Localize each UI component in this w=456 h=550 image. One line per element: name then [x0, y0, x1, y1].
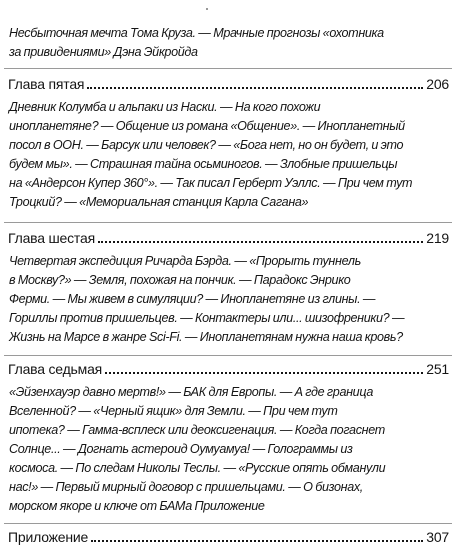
description-line: «Эйзенхауэр давно мертв!» — БАК для Европы. — А где граница — [9, 385, 373, 399]
page-number: 206 — [426, 76, 449, 92]
toc-entry-chapter-5[interactable] — [8, 74, 449, 94]
chapter-6-description — [9, 252, 449, 347]
dot-leader — [87, 83, 423, 89]
chapter-title: Глава седьмая — [8, 361, 103, 377]
page-number: 307 — [426, 529, 449, 545]
description-line: космоса. — По следам Николы Теслы. — «Русские опять обманули — [9, 461, 386, 475]
description-line: в Москву?» — Земля, похожая на пончик. — Парадокс Энрико — [9, 273, 351, 287]
section-divider — [4, 523, 452, 524]
description-line: Гориллы против пришельцев. — Контактеры или... шизофреники? — — [9, 311, 405, 325]
description-line: посол в ООН. — Барсук или человек? — «Бога нет, но он будет, и это — [9, 138, 404, 152]
chapter-7-description — [9, 383, 449, 516]
page-number: 251 — [426, 361, 449, 377]
toc-entry-appendix[interactable] — [8, 527, 449, 547]
section-divider — [4, 355, 452, 356]
dot-leader — [98, 237, 423, 243]
chapter-5-description — [9, 98, 449, 212]
section-divider — [4, 222, 452, 223]
intro-description — [9, 24, 449, 62]
description-line: Вселенной? — «Черный ящик» для Земли. — При чем тут — [9, 404, 338, 418]
description-line: Солнце... — Догнать астероид Оумуамуа! — Голограммы из — [9, 442, 353, 456]
intro-line: за привидениями» Дэна Эйкройда — [9, 45, 198, 59]
description-line: ипотека? — Гамма-всплеск или деоксигенация. — Когда погаснет — [9, 423, 385, 437]
description-line: на «Андерсон Купер 360°». — Так писал Герберт Уэллс. — При чем тут — [9, 176, 413, 190]
dot-leader — [91, 536, 423, 542]
section-divider — [4, 68, 452, 69]
description-line: Четвертая экспедиция Ричарда Бэрда. — «Прорыть туннель — [9, 254, 361, 268]
toc-entry-chapter-6[interactable] — [8, 228, 449, 248]
dot-leader — [105, 368, 423, 374]
chapter-title: Приложение — [8, 529, 89, 545]
description-line: Дневник Колумба и альпаки из Наски. — На кого похожи — [9, 100, 321, 114]
chapter-title: Глава шестая — [8, 230, 95, 246]
description-line: Ферми. — Мы живем в симуляции? — Инопланетяне из глины. — — [9, 292, 376, 306]
description-line: Троцкий? — «Мемориальная станция Карла Сагана» — [9, 195, 309, 209]
description-line: будем мы». — Страшная тайна осьминогов. — Злобные пришельцы — [9, 157, 398, 171]
intro-line: Несбыточная мечта Тома Круза. — Мрачные прогнозы «охотника — [9, 26, 384, 40]
toc-entry-chapter-7[interactable] — [8, 359, 449, 379]
description-line: Жизнь на Марсе в жанре Sci-Fi. — Инопланетянам нужна наша кровь? — [9, 330, 403, 344]
page-number: 219 — [426, 230, 449, 246]
description-line: нас!» — Первый мирный договор с пришельцами. — О бизонах, — [9, 480, 363, 494]
description-line: инопланетяне? — Общение из романа «Общение». — Инопланетный — [9, 119, 405, 133]
chapter-title: Глава пятая — [8, 76, 85, 92]
description-line: морском якоре и ключе от БАМа Приложение — [9, 499, 265, 513]
print-speck — [206, 8, 208, 10]
